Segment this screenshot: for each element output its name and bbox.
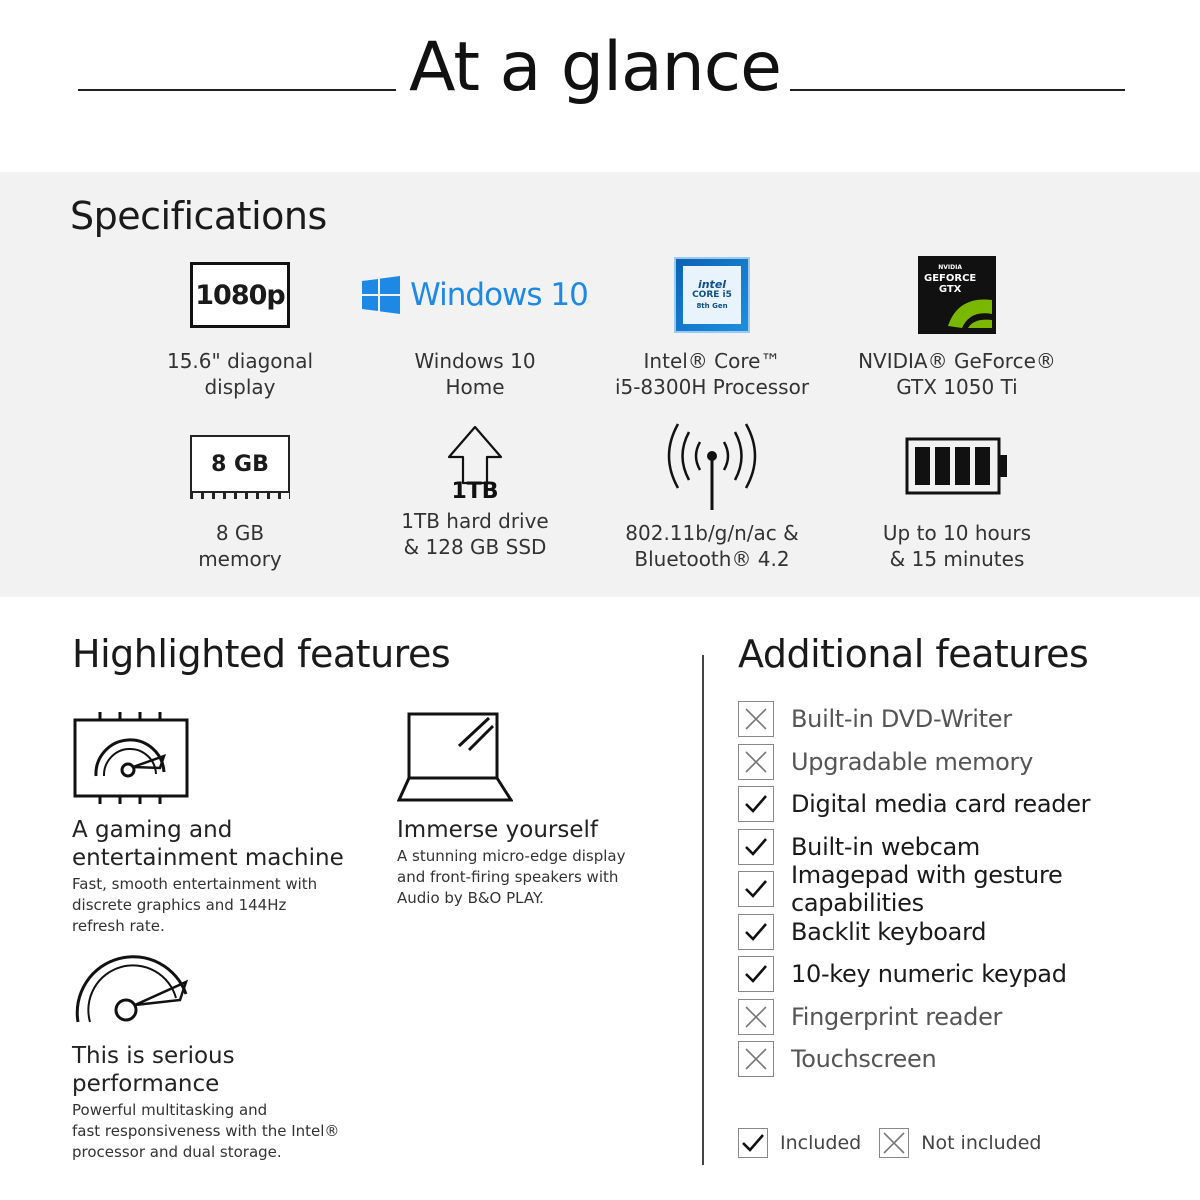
- feature-heading-line: Immerse yourself: [397, 817, 598, 843]
- wireless-antenna-icon: [662, 422, 762, 512]
- x-mark-icon: [738, 744, 774, 780]
- feature-gaming: [72, 712, 372, 937]
- spec-label-line: 15.6" diagonal: [166, 349, 313, 373]
- spec-storage: [355, 420, 595, 560]
- feature-heading-line: A gaming and: [72, 817, 233, 843]
- feature-immerse: [397, 712, 687, 909]
- windows-logo-icon: [362, 276, 588, 314]
- feature-body-line: fast responsiveness with the Intel®: [72, 1122, 340, 1140]
- feature-label: Imagepad with gesture capabilities: [791, 861, 1063, 918]
- spec-label-line: 1TB hard drive: [401, 509, 549, 533]
- feature-label: Touchscreen: [791, 1045, 937, 1074]
- spec-memory: [120, 424, 360, 572]
- legend-included-label: Included: [780, 1132, 862, 1154]
- highlighted-features-title: Highlighted features: [72, 632, 451, 676]
- list-item: [738, 861, 1200, 918]
- spec-label-line: & 15 minutes: [889, 547, 1025, 571]
- check-mark-icon: [738, 871, 774, 907]
- spec-label-line: 8 GB: [215, 521, 265, 545]
- feature-body-line: Fast, smooth entertainment with: [72, 875, 318, 893]
- feature-label: 10-key numeric keypad: [791, 960, 1067, 989]
- spec-label-line: memory: [198, 547, 282, 571]
- feature-label: Upgradable memory: [791, 747, 1034, 776]
- feature-label: Backlit keyboard: [791, 917, 987, 946]
- x-mark-icon: [738, 1041, 774, 1077]
- check-mark-icon: [738, 1128, 768, 1158]
- intel-core-i5-badge: [674, 257, 750, 333]
- spec-wireless: [592, 424, 832, 572]
- page-title: At a glance: [409, 28, 781, 107]
- feature-heading-line: performance: [72, 1071, 220, 1097]
- legend-not-included-label: Not included: [921, 1132, 1042, 1154]
- spec-label-line: NVIDIA® GeForce®: [858, 349, 1056, 373]
- spec-label-line: Intel® Core™: [643, 349, 781, 373]
- feature-label: Fingerprint reader: [791, 1002, 1003, 1031]
- storage-icon-text: 1TB: [451, 478, 499, 504]
- nvidia-badge-text: GTX: [938, 284, 962, 295]
- check-mark-icon: [738, 829, 774, 865]
- nvidia-badge-text: GEFORCE: [924, 273, 977, 284]
- memory-pins: [190, 493, 290, 499]
- spec-label-line: GTX 1050 Ti: [896, 375, 1018, 399]
- check-mark-icon: [738, 956, 774, 992]
- check-mark-icon: [738, 786, 774, 822]
- check-mark-icon: [738, 914, 774, 950]
- intel-badge-text: 8th Gen: [696, 301, 728, 310]
- spec-graphics: [837, 252, 1077, 400]
- list-item: [738, 1038, 1200, 1081]
- x-mark-icon: [879, 1128, 909, 1158]
- feature-body-line: discrete graphics and 144Hz: [72, 896, 287, 914]
- memory-module-icon: 8 GB: [190, 435, 290, 493]
- intel-badge-text: intel: [697, 277, 727, 291]
- spec-label-line: Home: [445, 375, 505, 399]
- specifications-title: Specifications: [70, 194, 327, 238]
- intel-badge-text: CORE i5: [692, 289, 732, 300]
- list-item: [738, 741, 1200, 784]
- header-rule-right: [790, 89, 1125, 91]
- display-1080p-icon: 1080p: [190, 262, 290, 328]
- additional-features-title: Additional features: [738, 632, 1089, 676]
- speedometer-icon: [72, 948, 192, 1028]
- feature-body-line: refresh rate.: [72, 917, 165, 935]
- feature-performance: [72, 948, 372, 1163]
- header-rule-left: [78, 89, 396, 91]
- feature-label: Built-in DVD-Writer: [791, 705, 1012, 734]
- spec-label-line: i5-8300H Processor: [614, 375, 810, 399]
- feature-heading-line: entertainment machine: [72, 845, 344, 871]
- feature-heading-line: This is serious: [72, 1043, 235, 1069]
- spec-label-line: Up to 10 hours: [882, 521, 1032, 545]
- nvidia-geforce-gtx-badge: [918, 256, 996, 334]
- spec-label-line: & 128 GB SSD: [403, 535, 547, 559]
- list-item: [738, 783, 1200, 826]
- spec-label-line: Bluetooth® 4.2: [634, 547, 790, 571]
- legend: [738, 1128, 1059, 1158]
- laptop-icon: [397, 712, 513, 804]
- x-mark-icon: [738, 701, 774, 737]
- feature-label: Digital media card reader: [791, 790, 1091, 819]
- list-item: [738, 953, 1200, 996]
- feature-body-line: Audio by B&O PLAY.: [397, 889, 544, 907]
- list-item: [738, 996, 1200, 1039]
- x-mark-icon: [738, 999, 774, 1035]
- spec-processor: [592, 252, 832, 400]
- gaming-gauge-chip-icon: [72, 712, 192, 804]
- feature-body-line: Powerful multitasking and: [72, 1101, 268, 1119]
- specifications-section: [0, 172, 1200, 597]
- page-header: [0, 0, 1200, 172]
- storage-arrow-icon: [445, 423, 505, 485]
- feature-label: Built-in webcam: [791, 832, 981, 861]
- spec-label-line: Windows 10: [414, 349, 536, 373]
- feature-body-line: and front-firing speakers with: [397, 868, 619, 886]
- column-divider: [702, 655, 704, 1165]
- feature-body-line: processor and dual storage.: [72, 1143, 282, 1161]
- list-item: [738, 698, 1200, 741]
- feature-body-line: A stunning micro-edge display: [397, 847, 626, 865]
- spec-battery: [837, 424, 1077, 572]
- spec-label-line: 802.11b/g/n/ac &: [625, 521, 799, 545]
- spec-display: [120, 252, 360, 400]
- additional-features-list: [738, 698, 1200, 1081]
- windows-logo-text: Windows 10: [410, 277, 588, 313]
- nvidia-badge-text: NVIDIA: [938, 264, 962, 271]
- spec-label-line: display: [204, 375, 276, 399]
- battery-icon: [905, 435, 1009, 499]
- spec-os: [335, 252, 615, 400]
